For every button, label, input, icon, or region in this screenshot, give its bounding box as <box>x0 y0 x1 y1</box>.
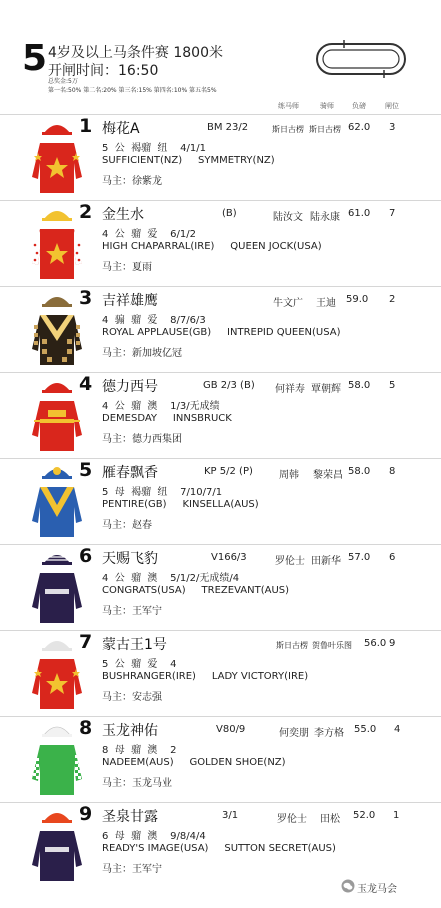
jockey-silks-icon <box>30 205 84 281</box>
jockey-name: 王迪 <box>316 298 336 309</box>
runner-number: 5 <box>79 459 93 481</box>
runner-number: 1 <box>79 115 93 137</box>
horse-pedigree: PENTIRE(GB) KINSELLA(AUS) <box>102 499 259 510</box>
runner-number: 9 <box>79 803 93 825</box>
horse-owner: 马主：王军宁 <box>102 864 162 875</box>
horse-name: 吉祥雄鹰 <box>102 293 158 309</box>
horse-name: 玉龙神佑 <box>102 723 158 739</box>
barrier-draw: 7 <box>389 208 396 219</box>
runner-row[interactable] <box>0 630 441 714</box>
runner-number: 4 <box>79 373 93 395</box>
carried-weight: 56.0 <box>364 638 387 649</box>
trainer-name: 陆汝文 <box>273 212 303 223</box>
horse-name: 天赐飞豹 <box>102 551 158 567</box>
runner-number: 8 <box>79 717 93 739</box>
runner-number: 7 <box>79 631 93 653</box>
column-headers <box>0 101 441 113</box>
horse-info: 5 母 褐骝 纽 7/10/7/1 <box>102 487 223 498</box>
trainer-name: 斯日古楞 <box>272 125 304 134</box>
race-purse: 总奖金:5万 <box>48 78 78 85</box>
horse-info: 4 公 骝 澳 1/3/无成绩 <box>102 401 220 412</box>
horse-name: 蒙古王1号 <box>102 637 167 653</box>
jockey-name: 李方格 <box>314 728 344 739</box>
source-watermark: 玉龙马会 <box>357 884 397 895</box>
horse-owner: 马主：安志强 <box>102 692 162 703</box>
carried-weight: 55.0 <box>354 724 377 735</box>
horse-owner: 马主：夏雨 <box>102 262 152 273</box>
prize-split: 第一名:50% 第二名:20% 第三名:15% 第四名:10% 第五名5% <box>48 87 217 94</box>
trainer-name: 斯日古楞 <box>276 641 308 650</box>
carried-weight: 58.0 <box>348 380 371 391</box>
runner-row[interactable] <box>0 286 441 370</box>
race-header <box>0 0 441 112</box>
track-layout-icon <box>314 40 410 80</box>
barrier-draw: 9 <box>389 638 396 649</box>
runner-row[interactable] <box>0 716 441 800</box>
race-title: 4岁及以上马条件赛 1800米 <box>48 45 223 61</box>
trainer-name: 牛文广 <box>273 298 303 309</box>
horse-name: 梅花A <box>102 121 140 137</box>
jockey-name: 田新华 <box>311 556 341 567</box>
runner-number: 6 <box>79 545 93 567</box>
trainer-name: 何奕朋 <box>279 728 309 739</box>
header-jockey: 骑师 <box>320 102 334 110</box>
horse-pedigree: NADEEM(AUS) GOLDEN SHOE(NZ) <box>102 757 286 768</box>
horse-rating: GB 2/3 (B) <box>203 380 255 391</box>
header-draw: 闸位 <box>385 102 399 110</box>
barrier-draw: 3 <box>389 122 396 133</box>
jockey-silks-icon <box>30 463 84 539</box>
horse-pedigree: HIGH CHAPARRAL(IRE) QUEEN JOCK(USA) <box>102 241 322 252</box>
runner-number: 2 <box>79 201 93 223</box>
jockey-silks-icon <box>30 635 84 711</box>
trainer-name: 罗伦士 <box>277 814 307 825</box>
carried-weight: 61.0 <box>348 208 371 219</box>
horse-info: 4 公 骝 澳 5/1/2/无成绩/4 <box>102 573 240 584</box>
horse-owner: 马主：王军宁 <box>102 606 162 617</box>
header-trainer: 练马师 <box>278 102 299 110</box>
barrier-draw: 6 <box>389 552 396 563</box>
barrier-draw: 8 <box>389 466 396 477</box>
jockey-name: 贺鲁叶乐图 <box>312 641 352 650</box>
horse-pedigree: DEMESDAY INNSBRUCK <box>102 413 232 424</box>
barrier-draw: 1 <box>393 810 400 821</box>
horse-rating: (B) <box>222 208 237 219</box>
jockey-silks-icon <box>30 377 84 453</box>
horse-pedigree: SUFFICIENT(NZ) SYMMETRY(NZ) <box>102 155 275 166</box>
horse-pedigree: READY'S IMAGE(USA) SUTTON SECRET(AUS) <box>102 843 336 854</box>
trainer-name: 何祥寿 <box>275 384 305 395</box>
horse-name: 雁春飘香 <box>102 465 158 481</box>
horse-info: 4 骟 骝 爱 8/7/6/3 <box>102 315 206 326</box>
carried-weight: 58.0 <box>348 466 371 477</box>
carried-weight: 57.0 <box>348 552 371 563</box>
barrier-draw: 2 <box>389 294 396 305</box>
jockey-silks-icon <box>30 807 84 883</box>
horse-rating: KP 5/2 (P) <box>204 466 253 477</box>
horse-name: 圣泉甘露 <box>102 809 158 825</box>
horse-pedigree: BUSHRANGER(IRE) LADY VICTORY(IRE) <box>102 671 309 682</box>
trainer-name: 罗伦士 <box>275 556 305 567</box>
jockey-name: 陆永康 <box>310 212 340 223</box>
horse-owner: 马主：德力西集团 <box>102 434 182 445</box>
race-number: 5 <box>22 38 48 79</box>
horse-owner: 马主：玉龙马业 <box>102 778 172 789</box>
trainer-name: 周韩 <box>279 470 299 481</box>
horse-pedigree: CONGRATS(USA) TREZEVANT(AUS) <box>102 585 290 596</box>
race-start-time: 开闸时间：16:50 <box>48 63 159 79</box>
runner-row[interactable] <box>0 114 441 198</box>
horse-rating: V80/9 <box>216 724 246 735</box>
barrier-draw: 4 <box>394 724 401 735</box>
barrier-draw: 5 <box>389 380 396 391</box>
runner-row[interactable] <box>0 458 441 542</box>
runner-number: 3 <box>79 287 93 309</box>
wechat-logo-icon <box>341 879 355 893</box>
jockey-silks-icon <box>30 721 84 797</box>
horse-info: 6 母 骝 澳 9/8/4/4 <box>102 831 206 842</box>
jockey-silks-icon <box>30 549 84 625</box>
horse-owner: 马主：新加坡亿冠 <box>102 348 182 359</box>
horse-info: 5 公 褐骝 纽 4/1/1 <box>102 143 206 154</box>
horse-info: 4 公 骝 爱 6/1/2 <box>102 229 196 240</box>
horse-pedigree: ROYAL APPLAUSE(GB) INTREPID QUEEN(USA) <box>102 327 341 338</box>
horse-info: 8 母 骝 澳 2 <box>102 745 177 756</box>
horse-name: 德力西号 <box>102 379 158 395</box>
runner-row[interactable] <box>0 544 441 628</box>
jockey-name: 田松 <box>320 814 340 825</box>
horse-name: 金生水 <box>102 207 144 223</box>
jockey-silks-icon <box>30 291 84 367</box>
jockey-name: 黎荣昌 <box>313 470 343 481</box>
horse-owner: 马主：赵春 <box>102 520 152 531</box>
header-weight: 负磅 <box>352 102 366 110</box>
horse-info: 5 公 骝 爱 4 <box>102 659 177 670</box>
runner-row[interactable] <box>0 200 441 284</box>
jockey-name: 斯日古楞 <box>309 125 341 134</box>
jockey-name: 覃朝辉 <box>311 384 341 395</box>
horse-rating: 3/1 <box>222 810 239 821</box>
horse-rating: V166/3 <box>211 552 247 563</box>
horse-rating: BM 23/2 <box>207 122 249 133</box>
runner-row[interactable] <box>0 802 441 886</box>
carried-weight: 62.0 <box>348 122 371 133</box>
jockey-silks-icon <box>30 119 84 195</box>
carried-weight: 59.0 <box>346 294 369 305</box>
horse-owner: 马主：徐紫龙 <box>102 176 162 187</box>
carried-weight: 52.0 <box>353 810 376 821</box>
runner-row[interactable] <box>0 372 441 456</box>
